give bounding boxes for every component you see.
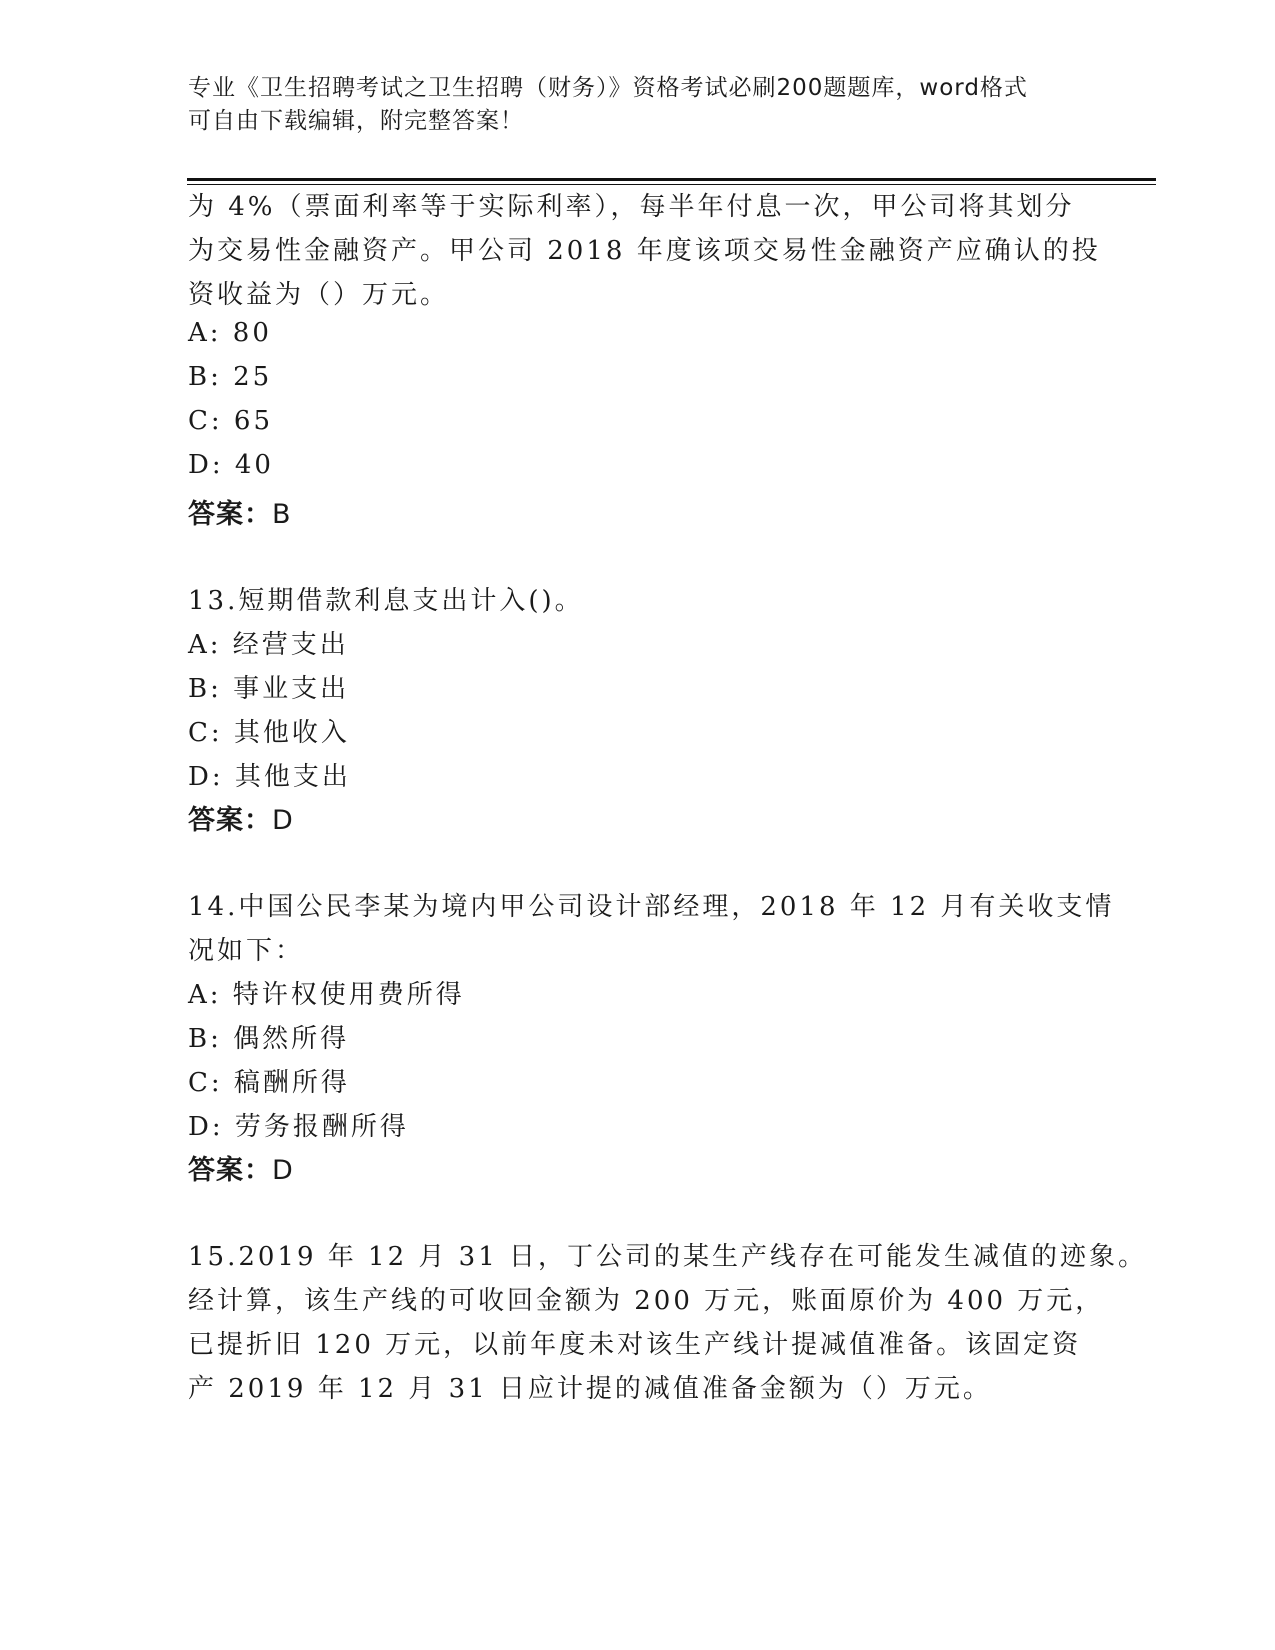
q14-option-b: B: 偶然所得 — [188, 1024, 350, 1054]
q13-answer — [188, 798, 294, 837]
answer-value: D — [272, 805, 294, 836]
q14-stem-line-2: 况如下： — [188, 936, 305, 966]
q15-stem-line-1: 15.2019 年 12 月 31 日，丁公司的某生产线存在可能发生减值的迹象。 — [188, 1242, 1148, 1272]
q12-stem-line-3: 资收益为（）万元。 — [188, 280, 450, 310]
q12-option-a: A: 80 — [188, 318, 272, 348]
q15-stem-line-3: 已提折旧 120 万元，以前年度未对该生产线计提减值准备。该固定资 — [188, 1330, 1082, 1360]
q13-option-d: D: 其他支出 — [188, 762, 351, 792]
answer-value: D — [272, 1155, 294, 1186]
q12-option-d: D: 40 — [188, 450, 274, 480]
q15-stem-line-4: 产 2019 年 12 月 31 日应计提的减值准备金额为（）万元。 — [188, 1374, 992, 1404]
answer-label: 答案： — [188, 1155, 272, 1186]
q14-answer — [188, 1148, 294, 1187]
document-header — [188, 72, 1068, 138]
q13-option-c: C: 其他收入 — [188, 718, 350, 748]
q13-stem: 13.短期借款利息支出计入()。 — [188, 586, 584, 616]
q12-option-b: B: 25 — [188, 362, 273, 392]
header-line-2: 可自由下载编辑，附完整答案！ — [188, 108, 524, 134]
q12-stem-line-2: 为交易性金融资产。甲公司 2018 年度该项交易性金融资产应确认的投 — [188, 236, 1101, 266]
q13-option-b: B: 事业支出 — [188, 674, 350, 704]
q15-stem-line-2: 经计算，该生产线的可收回金额为 200 万元，账面原价为 400 万元， — [188, 1286, 1105, 1316]
q14-option-c: C: 稿酬所得 — [188, 1068, 350, 1098]
q13-option-a: A: 经营支出 — [188, 630, 349, 660]
q14-stem-line-1: 14.中国公民李某为境内甲公司设计部经理，2018 年 12 月有关收支情 — [188, 892, 1115, 922]
q12-answer — [188, 492, 292, 531]
answer-label: 答案： — [188, 499, 272, 530]
answer-label: 答案： — [188, 805, 272, 836]
q14-option-d: D: 劳务报酬所得 — [188, 1112, 409, 1142]
q12-option-c: C: 65 — [188, 406, 274, 436]
q14-option-a: A: 特许权使用费所得 — [188, 980, 465, 1010]
header-line-1: 专业《卫生招聘考试之卫生招聘（财务）》资格考试必刷200题题库，word格式 — [188, 75, 1028, 101]
answer-value: B — [272, 499, 292, 530]
q12-stem-line-1: 为 4%（票面利率等于实际利率），每半年付息一次，甲公司将其划分 — [188, 192, 1075, 222]
header-divider-thin — [187, 184, 1156, 185]
header-divider-thick — [187, 178, 1156, 181]
